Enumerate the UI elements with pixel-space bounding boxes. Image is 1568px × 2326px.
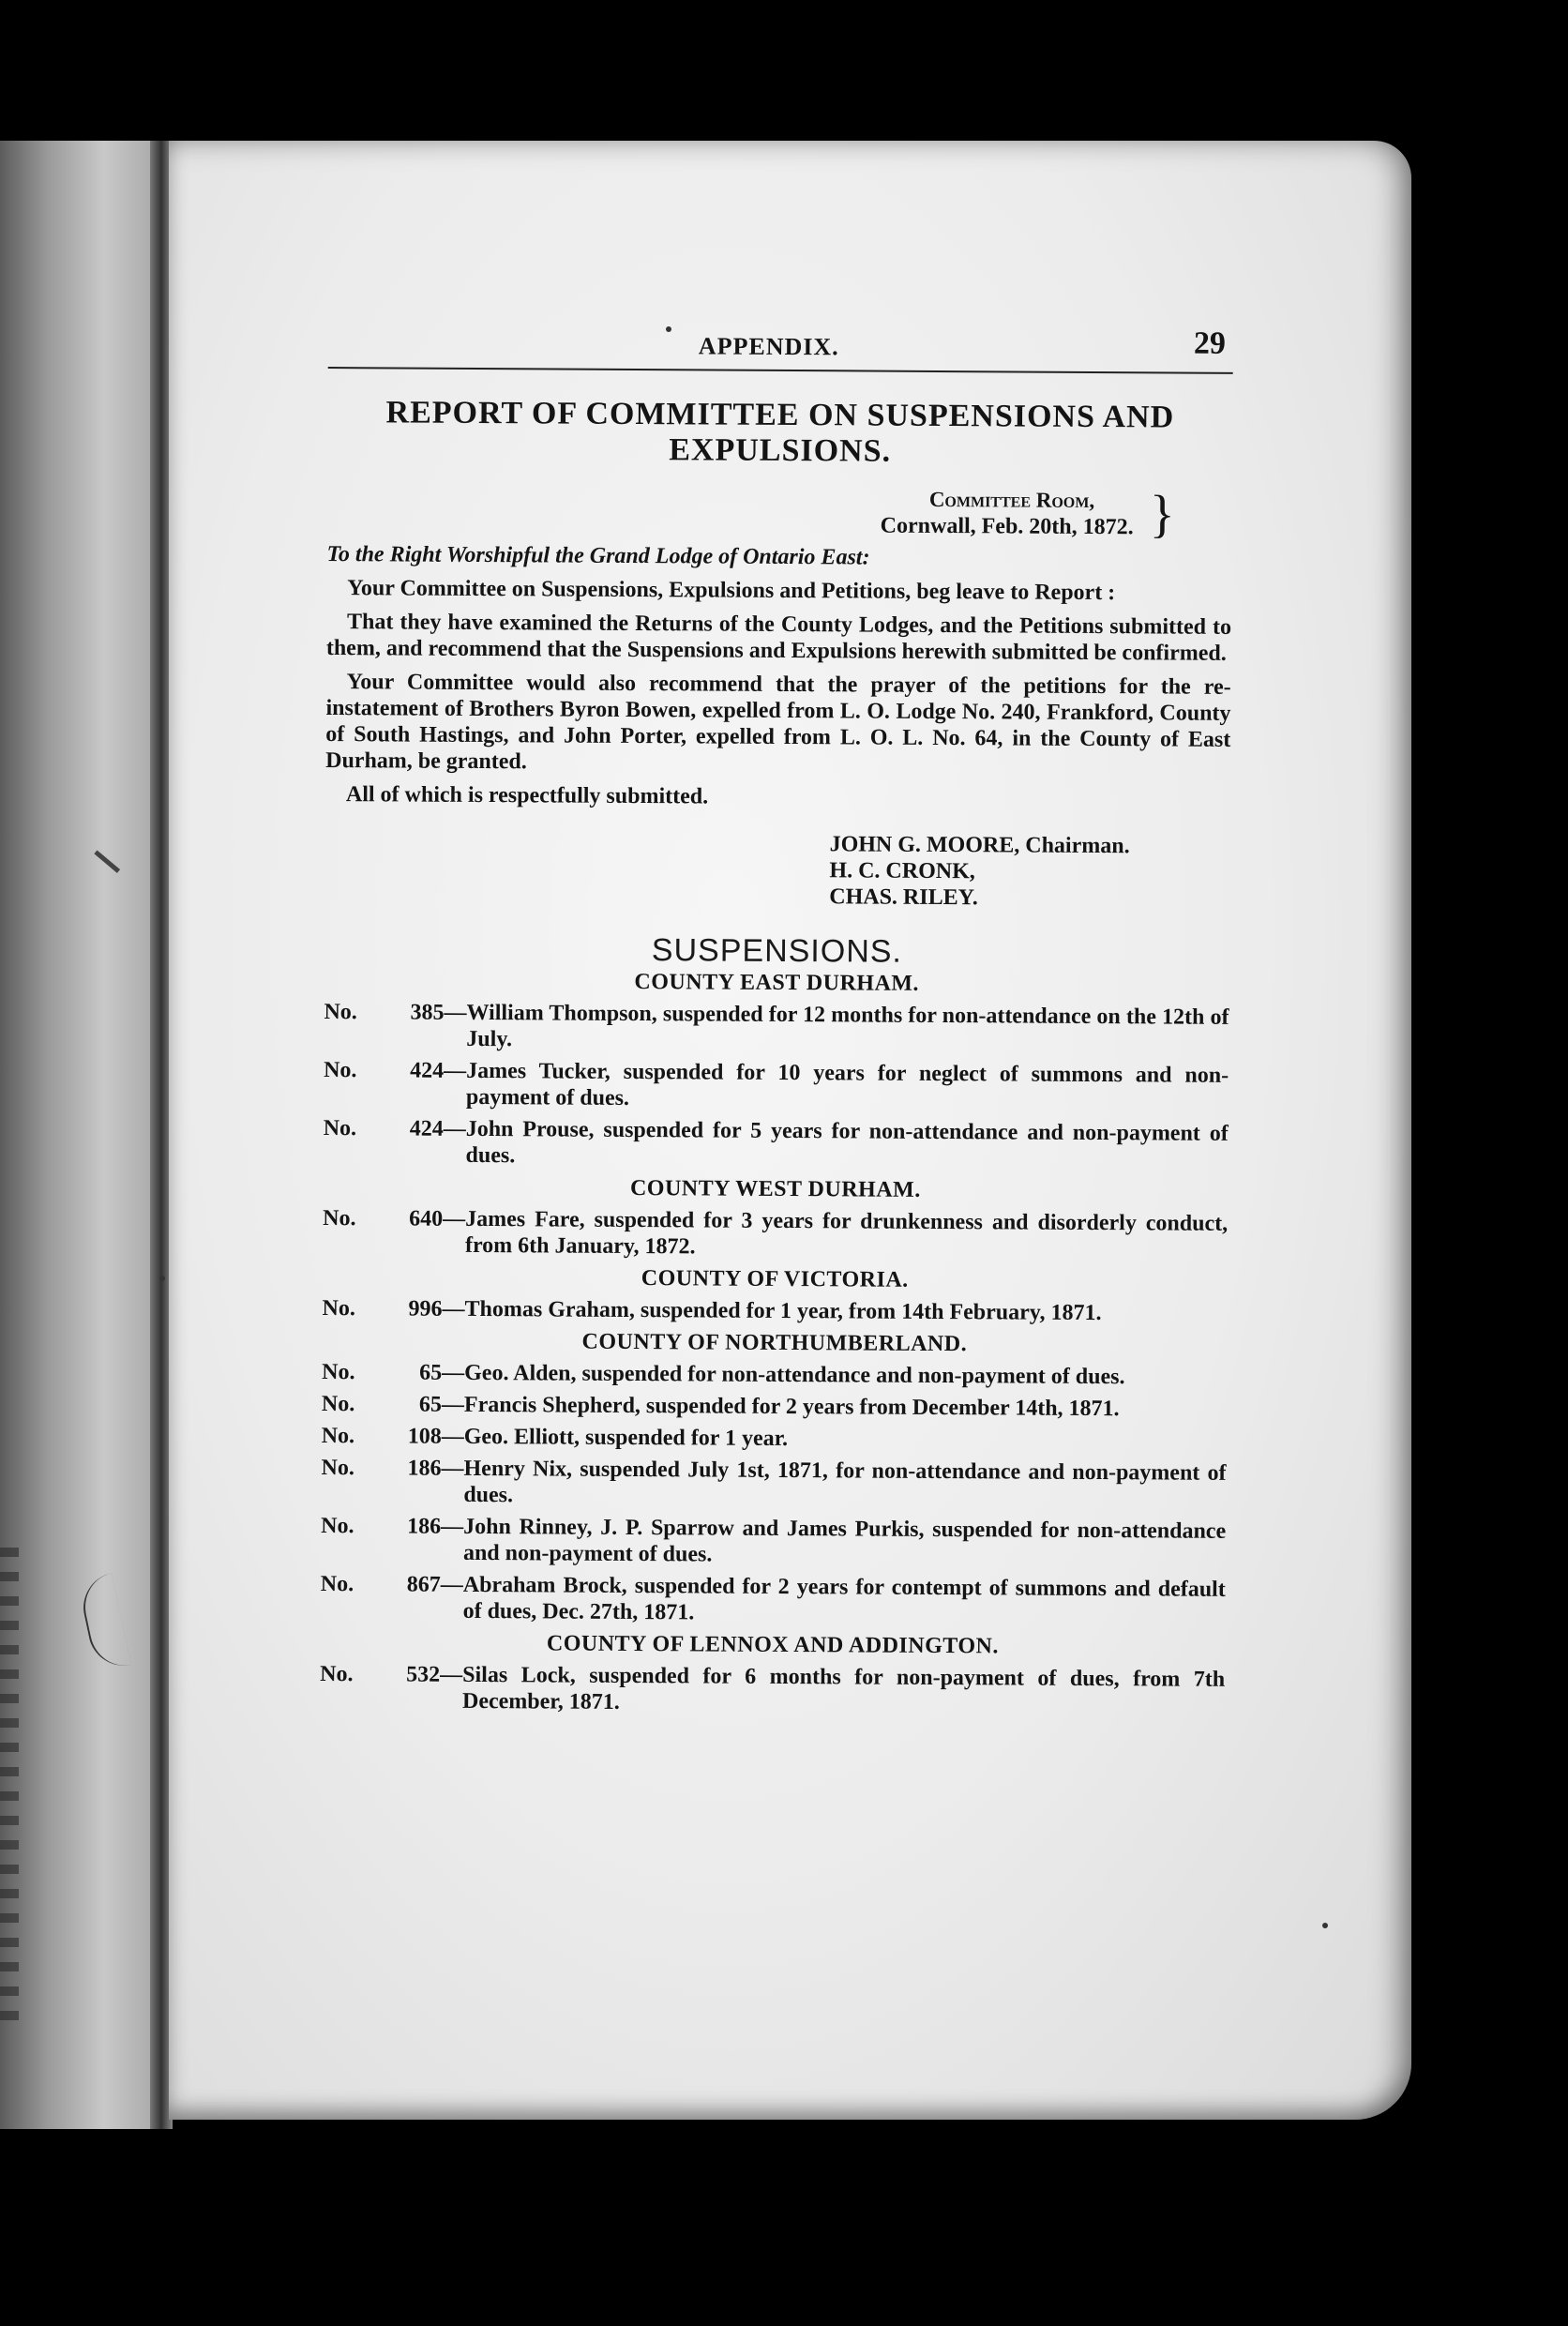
dash-separator: — xyxy=(444,1000,467,1025)
no-label: No. xyxy=(321,1513,354,1539)
no-label: No. xyxy=(321,1423,355,1449)
salutation: To the Right Worshipful the Grand Lodge of Ontario East: xyxy=(326,541,870,570)
lodge-number: 867 xyxy=(406,1572,441,1597)
lodge-number: 108 xyxy=(407,1424,442,1449)
county-heading: COUNTY OF VICTORIA. xyxy=(641,1266,909,1292)
suspension-entry xyxy=(322,1423,1227,1455)
suspension-entry xyxy=(321,1571,1226,1629)
suspension-entry xyxy=(320,1661,1225,1719)
no-label: No. xyxy=(321,1391,355,1417)
committee-room-label: Committee Room, xyxy=(928,487,1095,512)
lodge-number: 385 xyxy=(410,1000,445,1025)
suspension-text: Francis Shepherd, suspended for 2 years from December 14th, 1871. xyxy=(463,1392,1120,1422)
county-heading: COUNTY OF NORTHUMBERLAND. xyxy=(581,1329,968,1357)
lodge-number: 65 xyxy=(419,1360,443,1385)
signature-chairman: JOHN G. MOORE, Chairman. xyxy=(829,832,1130,859)
suspension-text: John Rinney, J. P. Sparrow and James Purkis, suspended for non-attendance and non-payment of dues. xyxy=(462,1514,1227,1567)
suspension-entry xyxy=(321,1513,1226,1571)
report-paragraph: Your Committee on Suspensions, Expulsions and Petitions, beg leave to Report : xyxy=(347,576,1116,606)
dash-separator: — xyxy=(440,1662,463,1687)
suspension-text: Geo. Alden, suspended for non-attendance and non-payment of dues. xyxy=(464,1360,1125,1390)
suspension-entry xyxy=(323,1295,1228,1327)
lodge-number: 424 xyxy=(409,1116,444,1141)
dash-separator: — xyxy=(441,1392,465,1417)
suspension-text: Thomas Graham, suspended for 1 year, from 14th February, 1871. xyxy=(464,1296,1102,1326)
suspension-text: John Prouse, suspended for 5 years for non-attendance and non-payment of dues. xyxy=(465,1116,1229,1169)
suspensions-heading: SUSPENSIONS. xyxy=(651,932,903,970)
lodge-number: 65 xyxy=(418,1392,443,1417)
suspension-text: Silas Lock, suspended for 6 months for non-payment of dues, from 7th December, 1871. xyxy=(461,1662,1226,1714)
ink-speck xyxy=(1322,1923,1328,1928)
dash-separator: — xyxy=(442,1360,465,1385)
suspension-entry xyxy=(321,1455,1226,1513)
book-page xyxy=(169,141,1411,2120)
lodge-number: 424 xyxy=(410,1058,445,1083)
county-heading: COUNTY EAST DURHAM. xyxy=(634,970,920,996)
lodge-number: 532 xyxy=(406,1662,441,1687)
committee-room-dateline xyxy=(880,485,1175,544)
suspension-entry xyxy=(324,1115,1229,1173)
no-label: No. xyxy=(322,1295,356,1322)
running-head-title: APPENDIX. xyxy=(698,332,839,361)
no-label: No. xyxy=(322,1359,355,1385)
no-label: No. xyxy=(320,1571,354,1597)
report-title: REPORT OF COMMITTEE ON SUSPENSIONS AND EXPULSIONS. xyxy=(385,395,1175,469)
brace-icon: } xyxy=(1149,485,1175,544)
place-and-date: Cornwall, Feb. 20th, 1872. xyxy=(880,513,1134,540)
suspension-entry xyxy=(324,999,1229,1057)
no-label: No. xyxy=(324,999,357,1025)
no-label: No. xyxy=(323,1205,356,1231)
suspension-text: Henry Nix, suspended July 1st, 1871, for non-attendance and non-payment of dues. xyxy=(463,1456,1227,1508)
dash-separator: — xyxy=(440,1572,463,1597)
suspension-entry xyxy=(324,1057,1229,1115)
suspension-text: William Thompson, suspended for 12 months for non-attendance on the 12th of July. xyxy=(466,1000,1229,1052)
signature-block xyxy=(829,831,1230,913)
signature-member: H. C. CRONK, xyxy=(829,858,975,884)
dash-separator: — xyxy=(441,1514,464,1539)
suspension-text: James Tucker, suspended for 10 years for neglect of summons and non-payment of dues. xyxy=(465,1058,1229,1110)
suspension-entry xyxy=(322,1359,1227,1391)
no-label: No. xyxy=(323,1115,357,1141)
page-number: 29 xyxy=(1193,325,1227,361)
report-paragraph: Your Committee would also recommend that the prayer of the petitions for the re-instatement of Brothers Byron Bowen, expelled from L. O. Lodge No. 240, Frankford, County of South Hastings, and John Porter, expelled from L. O. L. No. 64, in the County of East Durham, be granted. xyxy=(325,670,1231,775)
suspension-text: James Fare, suspended for 3 years for drunkenness and disorderly conduct, from 6th January, 1872. xyxy=(464,1206,1229,1260)
report-paragraph: All of which is respectfully submitted. xyxy=(345,782,709,809)
suspension-text: Geo. Elliott, suspended for 1 year. xyxy=(463,1424,789,1452)
lodge-number: 186 xyxy=(407,1514,442,1539)
signature-member: CHAS. RILEY. xyxy=(829,884,978,911)
no-label: No. xyxy=(324,1057,357,1083)
report-paragraph: That they have examined the Returns of the County Lodges, and the Petitions submitted to them, and recommend that the Suspensions and Expulsions herewith submitted be confirmed. xyxy=(325,610,1232,666)
page-content xyxy=(320,324,1233,1719)
no-label: No. xyxy=(321,1455,354,1481)
dash-separator: — xyxy=(443,1116,466,1141)
facing-page-print-marks xyxy=(0,1548,19,2035)
dash-separator: — xyxy=(443,1206,466,1231)
running-head xyxy=(328,324,1233,374)
suspension-entry xyxy=(323,1205,1228,1263)
county-heading: COUNTY OF LENNOX AND ADDINGTON. xyxy=(546,1631,999,1659)
facing-page-edge xyxy=(0,141,159,2129)
suspension-entry xyxy=(322,1391,1227,1423)
suspensions-list xyxy=(320,967,1229,1719)
no-label: No. xyxy=(320,1661,354,1687)
lodge-number: 186 xyxy=(407,1456,442,1481)
suspension-text: Abraham Brock, suspended for 2 years for contempt of summons and default of dues, Dec. 27th, 1871. xyxy=(462,1572,1226,1625)
lodge-number: 640 xyxy=(409,1206,444,1231)
lodge-number: 996 xyxy=(408,1296,443,1322)
dash-separator: — xyxy=(442,1296,465,1322)
county-heading: COUNTY WEST DURHAM. xyxy=(629,1175,921,1202)
dash-separator: — xyxy=(441,1456,464,1481)
ink-speck xyxy=(159,1276,165,1281)
dash-separator: — xyxy=(441,1424,464,1449)
dash-separator: — xyxy=(444,1058,467,1083)
